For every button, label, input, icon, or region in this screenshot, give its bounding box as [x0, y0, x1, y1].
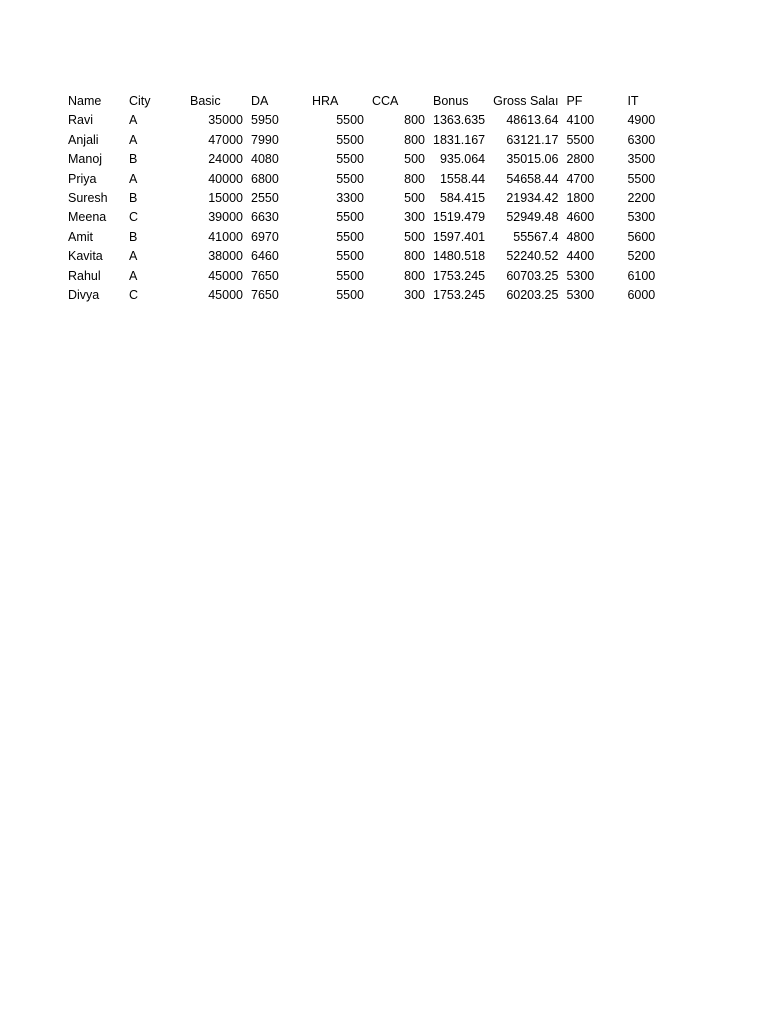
- cell-cca: 800: [404, 132, 425, 147]
- cell-it: 5200: [627, 249, 656, 264]
- cell-cca: 800: [404, 171, 425, 186]
- cell-da: 4080: [251, 152, 279, 167]
- table-row: [64, 150, 683, 169]
- cell-it: 5500: [627, 171, 656, 186]
- cell-gross-salary: 52949.48: [506, 210, 559, 225]
- cell-cca: 300: [404, 288, 425, 303]
- cell-bonus: 935.064: [439, 152, 486, 167]
- cell-gross-salary: 60203.25: [506, 288, 559, 303]
- cell-cca: 800: [404, 113, 425, 128]
- header-pf: PF: [566, 94, 583, 108]
- cell-basic: 39000: [208, 210, 243, 225]
- cell-cca: 800: [404, 249, 425, 264]
- cell-city: A: [129, 171, 138, 186]
- header-da: DA: [251, 94, 269, 108]
- cell-bonus: 1363.635: [433, 113, 486, 128]
- cell-basic: 35000: [208, 113, 243, 128]
- cell-it: 6100: [627, 268, 656, 283]
- cell-it: 5600: [627, 229, 656, 244]
- cell-hra: 3300: [336, 191, 364, 206]
- cell-pf: 1800: [566, 191, 595, 206]
- cell-hra: 5500: [336, 171, 364, 186]
- cell-pf: 5500: [566, 132, 595, 147]
- cell-da: 2550: [251, 191, 279, 206]
- cell-bonus: 1519.479: [433, 210, 486, 225]
- cell-gross-salary: 55567.4: [513, 229, 559, 244]
- header-cca: CCA: [372, 94, 399, 108]
- cell-gross-salary: 60703.25: [506, 268, 559, 283]
- cell-city: A: [129, 113, 138, 128]
- cell-basic: 40000: [208, 171, 243, 186]
- cell-pf: 4600: [566, 210, 595, 225]
- cell-name: Rahul: [68, 268, 101, 283]
- cell-bonus: 1480.518: [433, 249, 486, 264]
- cell-city: A: [129, 132, 138, 147]
- table-row: [64, 131, 683, 150]
- salary-table: [64, 92, 683, 305]
- table-row: [64, 286, 683, 305]
- cell-name: Ravi: [68, 113, 94, 128]
- cell-cca: 800: [404, 268, 425, 283]
- cell-name: Priya: [68, 171, 97, 186]
- cell-name: Meena: [68, 210, 107, 225]
- cell-da: 6970: [251, 229, 279, 244]
- cell-it: 6000: [627, 288, 656, 303]
- cell-bonus: 1558.44: [439, 171, 486, 186]
- cell-city: B: [129, 152, 138, 167]
- header-name: Name: [68, 94, 102, 108]
- cell-it: 6300: [627, 132, 656, 147]
- cell-pf: 4100: [566, 113, 595, 128]
- cell-pf: 2800: [566, 152, 595, 167]
- cell-da: 6630: [251, 210, 279, 225]
- cell-it: 2200: [627, 191, 656, 206]
- cell-name: Divya: [68, 288, 100, 303]
- cell-city: C: [129, 210, 139, 225]
- cell-city: B: [129, 191, 138, 206]
- cell-city: B: [129, 229, 138, 244]
- table-row: [64, 228, 683, 247]
- cell-bonus: 1753.245: [433, 288, 486, 303]
- cell-hra: 5500: [336, 249, 364, 264]
- header-it: IT: [627, 94, 639, 108]
- cell-cca: 500: [404, 191, 425, 206]
- cell-basic: 38000: [208, 249, 243, 264]
- table-row: [64, 247, 683, 266]
- header-basic: Basic: [190, 94, 221, 108]
- header-gross-salary: Gross Salaı: [493, 94, 559, 108]
- cell-pf: 5300: [566, 288, 595, 303]
- cell-pf: 5300: [566, 268, 595, 283]
- header-hra: HRA: [312, 94, 339, 108]
- table-row: [64, 189, 683, 208]
- table-row: [64, 267, 683, 286]
- cell-gross-salary: 63121.17: [506, 132, 559, 147]
- cell-bonus: 1597.401: [433, 229, 486, 244]
- cell-basic: 47000: [208, 132, 243, 147]
- cell-hra: 5500: [336, 132, 364, 147]
- cell-name: Kavita: [68, 249, 103, 264]
- cell-hra: 5500: [336, 210, 364, 225]
- cell-basic: 45000: [208, 268, 243, 283]
- table-row: [64, 208, 683, 227]
- cell-basic: 24000: [208, 152, 243, 167]
- cell-name: Suresh: [68, 191, 108, 206]
- cell-gross-salary: 21934.42: [506, 191, 559, 206]
- cell-name: Amit: [68, 229, 93, 244]
- cell-gross-salary: 35015.06: [506, 152, 559, 167]
- cell-da: 5950: [251, 113, 279, 128]
- cell-city: A: [129, 268, 138, 283]
- cell-basic: 15000: [208, 191, 243, 206]
- cell-hra: 5500: [336, 288, 364, 303]
- cell-pf: 4700: [566, 171, 595, 186]
- cell-pf: 4400: [566, 249, 595, 264]
- cell-bonus: 584.415: [439, 191, 486, 206]
- cell-bonus: 1753.245: [433, 268, 486, 283]
- cell-hra: 5500: [336, 152, 364, 167]
- table-row: [64, 111, 683, 130]
- cell-hra: 5500: [336, 268, 364, 283]
- table-row: [64, 170, 683, 189]
- cell-da: 7650: [251, 268, 279, 283]
- cell-it: 3500: [627, 152, 656, 167]
- cell-basic: 45000: [208, 288, 243, 303]
- cell-cca: 300: [404, 210, 425, 225]
- cell-it: 5300: [627, 210, 656, 225]
- cell-da: 6460: [251, 249, 279, 264]
- cell-gross-salary: 52240.52: [506, 249, 559, 264]
- cell-name: Manoj: [68, 152, 103, 167]
- cell-name: Anjali: [68, 132, 99, 147]
- cell-gross-salary: 48613.64: [506, 113, 559, 128]
- cell-bonus: 1831.167: [433, 132, 486, 147]
- header-row: [64, 92, 683, 111]
- cell-gross-salary: 54658.44: [506, 171, 559, 186]
- cell-city: C: [129, 288, 139, 303]
- cell-cca: 500: [404, 152, 425, 167]
- cell-da: 7990: [251, 132, 279, 147]
- cell-da: 7650: [251, 288, 279, 303]
- header-city: City: [129, 94, 151, 108]
- cell-da: 6800: [251, 171, 279, 186]
- header-bonus: Bonus: [433, 94, 469, 108]
- cell-hra: 5500: [336, 229, 364, 244]
- cell-it: 4900: [627, 113, 656, 128]
- salary-sheet: [64, 92, 683, 305]
- cell-city: A: [129, 249, 138, 264]
- cell-cca: 500: [404, 229, 425, 244]
- cell-hra: 5500: [336, 113, 364, 128]
- cell-basic: 41000: [208, 229, 243, 244]
- cell-pf: 4800: [566, 229, 595, 244]
